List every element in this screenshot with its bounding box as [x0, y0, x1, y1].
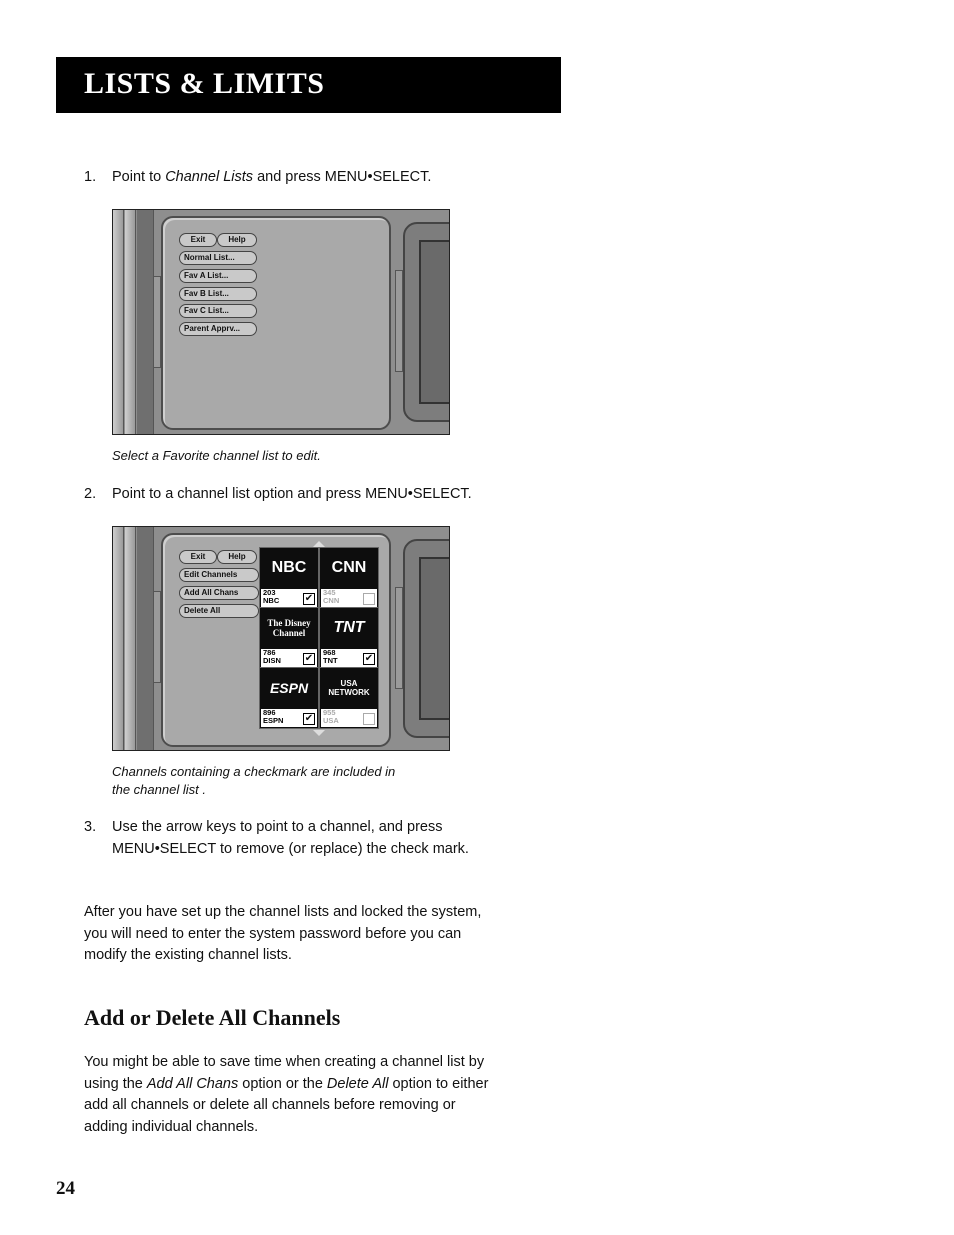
channel-number: 203 [263, 588, 276, 597]
help-button[interactable]: Help [217, 233, 257, 247]
step-number: 1. [84, 169, 97, 185]
channel-logo [320, 548, 378, 588]
option-name: Delete All [326, 1075, 389, 1092]
channel-name: ESPN [263, 716, 284, 725]
menu-item-delete-all[interactable]: Delete All [179, 604, 259, 618]
channel-tile[interactable] [259, 667, 319, 729]
channel-logo-text: ESPN [269, 680, 309, 696]
screen-rail [113, 210, 124, 434]
side-tabs [153, 591, 161, 683]
scroll-down-arrow-icon[interactable] [313, 730, 325, 736]
paragraph-line: using the [84, 1075, 147, 1092]
channel-tile[interactable] [319, 607, 379, 669]
paragraph-line: you will need to enter the system password before you can [84, 925, 462, 942]
paragraph-line: After you have set up the channel lists and locked the system, [84, 904, 482, 920]
tv-menu-screenshot-2 [112, 526, 450, 751]
channel-tile[interactable] [259, 547, 319, 609]
exit-button[interactable]: Exit [179, 550, 217, 564]
section-header-bar [56, 57, 561, 113]
page-number: 24 [56, 1178, 75, 1199]
channel-grid [259, 547, 377, 727]
section-title: LISTS & LIMITS [84, 67, 325, 100]
paragraph-line: add all channels or delete all channels before removing or [84, 1097, 456, 1113]
channel-logo [260, 608, 318, 648]
option-name: Add All Chans [146, 1075, 239, 1092]
paragraph-line: adding individual channels. [84, 1118, 259, 1135]
right-frame-inner [419, 557, 450, 720]
channel-logo-text: CNN [331, 559, 367, 576]
channel-tile[interactable] [319, 547, 379, 609]
step-text: MENU•SELECT to remove (or replace) the check mark. [112, 841, 469, 857]
figure-caption-1: Select a Favorite channel list to edit. [112, 448, 321, 463]
channel-logo-text: The Disney Channel [267, 618, 311, 638]
channel-logo [260, 668, 318, 708]
menu-item-edit-channels[interactable]: Edit Channels [179, 568, 259, 582]
side-tabs [395, 587, 403, 689]
channel-name: NBC [263, 596, 280, 605]
menu-item-fav-c-list[interactable]: Fav C List... [179, 304, 257, 318]
checkmark-icon[interactable]: ✔ [304, 713, 314, 724]
menu-item-add-all-chans[interactable]: Add All Chans [179, 586, 259, 600]
channel-number: 968 [323, 648, 336, 657]
side-tabs [153, 276, 161, 368]
step-number: 2. [84, 486, 97, 502]
channel-number: 896 [263, 708, 276, 717]
channel-logo-text: NBC [271, 559, 307, 576]
channel-logo [320, 668, 378, 708]
step-3 [84, 816, 469, 860]
empty-checkbox-icon[interactable] [363, 713, 375, 725]
channel-name: USA [323, 716, 339, 725]
figure-caption-2 [112, 763, 395, 799]
section-paragraph [84, 1052, 564, 1138]
channel-tile[interactable] [259, 607, 319, 669]
channel-logo [260, 548, 318, 588]
screen-rail [137, 210, 154, 434]
channel-name: DISN [263, 656, 281, 665]
paragraph-line: option or the [238, 1075, 327, 1092]
step-text: Point to [112, 169, 166, 185]
step-1 [84, 166, 431, 188]
step-text: Use the arrow keys to point to a channel, and press [112, 819, 443, 835]
channel-number: 345 [323, 588, 336, 597]
screen-rail [113, 527, 124, 750]
subsection-heading: Add or Delete All Channels [84, 1005, 341, 1030]
checkmark-icon[interactable]: ✔ [364, 653, 374, 664]
menu-item-normal-list[interactable]: Normal List... [179, 251, 257, 265]
channel-logo-text: USA NETWORK [328, 679, 370, 697]
channel-name: CNN [323, 596, 340, 605]
channel-logo [320, 608, 378, 648]
step-number: 3. [84, 819, 97, 835]
channel-name: TNT [323, 656, 338, 665]
menu-item-parent-apprv[interactable]: Parent Apprv... [179, 322, 257, 336]
channel-tile[interactable] [319, 667, 379, 729]
checkmark-icon[interactable]: ✔ [304, 593, 314, 604]
channel-logo-text: TNT [333, 619, 365, 636]
caption-line: Channels containing a checkmark are included in [112, 764, 396, 779]
step-2 [84, 483, 472, 505]
right-frame-inner [419, 240, 450, 404]
screen-rail [125, 210, 136, 434]
channel-number: 955 [323, 708, 336, 717]
right-frame [403, 222, 450, 422]
help-button[interactable]: Help [217, 550, 257, 564]
paragraph-line: You might be able to save time when creating a channel list by [84, 1054, 485, 1070]
tv-menu-screenshot-1 [112, 209, 450, 435]
step-text: Point to a channel list option and press MENU•SELECT. [112, 486, 472, 502]
right-frame [403, 539, 450, 738]
step-emphasis: Channel Lists [165, 169, 254, 185]
caption-line: the channel list . [112, 782, 206, 797]
menu-item-fav-a-list[interactable]: Fav A List... [179, 269, 257, 283]
side-tabs [395, 270, 403, 372]
menu-item-fav-b-list[interactable]: Fav B List... [179, 287, 257, 301]
screen-rail [125, 527, 136, 750]
paragraph-line: modify the existing channel lists. [84, 947, 292, 963]
paragraph-line: option to either [388, 1075, 489, 1092]
step-text: and press MENU•SELECT. [253, 169, 432, 185]
channel-number: 786 [263, 648, 276, 657]
body-paragraph [84, 902, 564, 967]
empty-checkbox-icon[interactable] [363, 593, 375, 605]
screen-rail [137, 527, 154, 750]
checkmark-icon[interactable]: ✔ [304, 653, 314, 664]
exit-button[interactable]: Exit [179, 233, 217, 247]
